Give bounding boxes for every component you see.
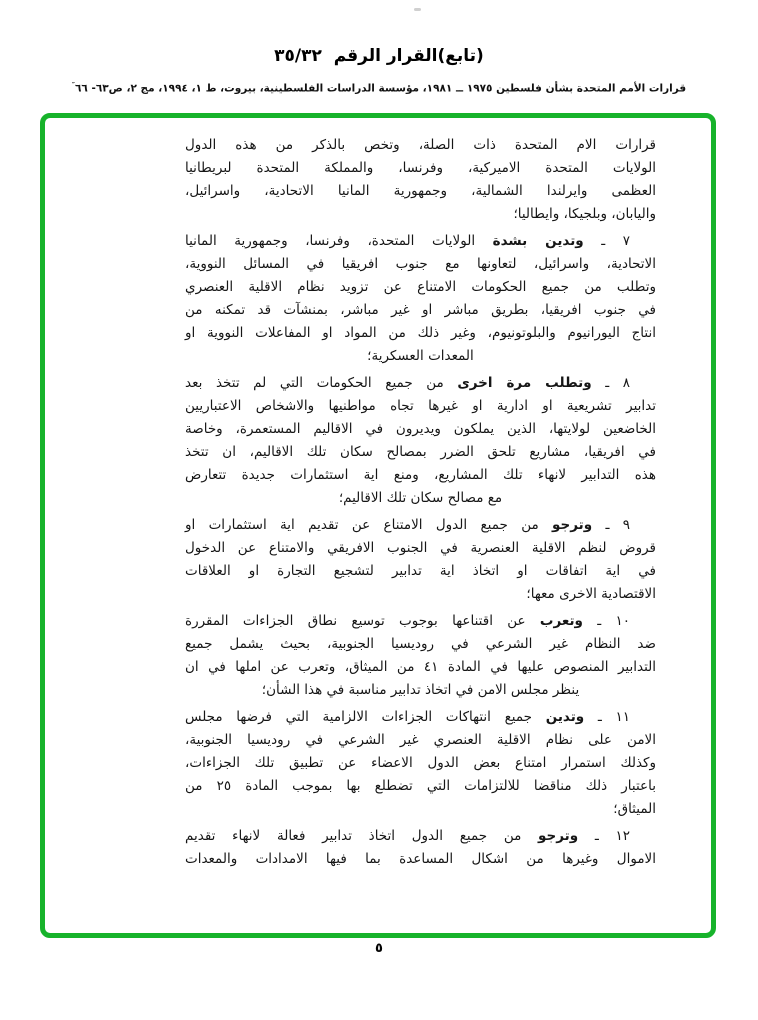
bold-lead-word: وترجو bbox=[538, 828, 579, 844]
text-segment: وتطلب من جميع الحكومات الامتناع عن تزويد نظام الاقلية العنصري bbox=[185, 279, 656, 295]
text-segment: من جميع الدول الامتناع عن تقديم اية استثمارات او bbox=[185, 517, 553, 533]
text-segment: باعتبار ذلك مناقضا للالتزامات التي تضطلع بها بموجب المادة ٢٥ من bbox=[185, 778, 656, 794]
text-segment: هذه التدابير لانهاء تلك المشاريع، ومنع اية استثمارات جديدة تتعارض bbox=[185, 467, 656, 483]
text-line bbox=[185, 345, 656, 368]
page-number: ٥ bbox=[375, 941, 383, 956]
text-line bbox=[185, 395, 656, 418]
text-line bbox=[185, 656, 656, 679]
bold-lead-word: وتدين بشدة bbox=[492, 233, 584, 249]
text-segment: عن اقتناعها بوجوب توسيع نطاق الجزاءات المقررة bbox=[185, 613, 540, 629]
text-segment: ينظر مجلس الامن في اتخاذ تدابير مناسبة في هذا الشأن؛ bbox=[261, 682, 580, 698]
text-segment: جميع انتهاكات الجزاءات الالزامية التي فرضها مجلس bbox=[185, 709, 546, 725]
text-segment: واليابان، وبلجيكا، وايطاليا؛ bbox=[513, 206, 656, 222]
resolution-title: (تابع)القرار الرقم ٣٥/٣٢ bbox=[274, 46, 484, 66]
text-line bbox=[185, 825, 656, 848]
text-line bbox=[185, 487, 656, 510]
text-segment: الاموال وغيرها من اشكال المساعدة بما فيها الامدادات والمعدات bbox=[185, 851, 656, 867]
text-line bbox=[185, 441, 656, 464]
text-line bbox=[185, 775, 656, 798]
text-segment: ٨ ـ bbox=[591, 375, 630, 391]
text-line bbox=[185, 514, 656, 537]
text-line bbox=[185, 230, 656, 253]
text-line bbox=[185, 299, 656, 322]
text-segment: ٩ ـ bbox=[592, 517, 630, 533]
text-segment: قرارات الام المتحدة ذات الصلة، وتخص بالذكر من هذه الدول bbox=[185, 137, 656, 153]
text-line bbox=[185, 633, 656, 656]
text-segment: ١٢ ـ bbox=[578, 828, 630, 844]
text-segment: تدابير تشريعية او ادارية او غيرها تجاه مواطنيها والاشخاص الاعتباريين bbox=[185, 398, 656, 414]
scan-artifact-dot bbox=[414, 8, 421, 11]
paragraph bbox=[185, 372, 656, 510]
text-segment: التدابير المنصوص عليها في المادة ٤١ من الميثاق، وتعرب عن املها في ان bbox=[185, 659, 657, 675]
bold-lead-word: وتطلب مرة اخرى bbox=[457, 375, 592, 391]
text-line bbox=[185, 848, 656, 871]
text-segment: في افريقيا، مشاريع تلحق الضرر بمصالح سكان تلك الاقاليم، ان تتخذ bbox=[185, 444, 656, 460]
text-line bbox=[185, 372, 656, 395]
paragraph bbox=[185, 610, 656, 702]
text-segment: الاقتصادية الاخرى معها؛ bbox=[526, 586, 656, 602]
text-line bbox=[185, 464, 656, 487]
text-line bbox=[185, 276, 656, 299]
text-line bbox=[185, 537, 656, 560]
text-line bbox=[185, 253, 656, 276]
text-segment: ٧ ـ bbox=[583, 233, 630, 249]
text-segment: من جميع الدول اتخاذ تدابير فعالة لانهاء تقديم bbox=[185, 828, 539, 844]
paragraph bbox=[185, 706, 656, 821]
text-segment: ضد النظام غير الشرعي في روديسيا الجنوبية، بحيث يشمل جميع bbox=[185, 636, 656, 652]
text-line bbox=[185, 180, 656, 203]
text-segment: من جميع الحكومات التي لم تتخذ بعد bbox=[185, 375, 458, 391]
text-line bbox=[185, 679, 656, 702]
text-line bbox=[185, 729, 656, 752]
text-line bbox=[185, 560, 656, 583]
text-line bbox=[185, 798, 656, 821]
text-line bbox=[185, 706, 656, 729]
text-segment: مع مصالح سكان تلك الاقاليم؛ bbox=[338, 490, 503, 506]
text-line bbox=[185, 583, 656, 606]
text-segment: الميثاق؛ bbox=[613, 801, 656, 817]
paragraph bbox=[185, 825, 656, 871]
text-segment: العظمى وايرلندا الشمالية، وجمهورية المانيا الاتحادية، واسرائيل، bbox=[185, 183, 656, 199]
green-highlight-border bbox=[40, 113, 716, 938]
text-segment: قروض لنظم الاقلية العنصرية في الجنوب الافريقي والامتناع عن الدخول bbox=[185, 540, 656, 556]
text-line bbox=[185, 752, 656, 775]
text-segment: وكذلك استمرار امتناع بعض الدول الاعضاء عن تطبيق تلك الجزاءات، bbox=[185, 755, 656, 771]
document-body bbox=[185, 134, 656, 875]
text-segment: في جنوب افريقيا، بطريق مباشر او غير مباشر، بمنشآت قد تمكنه من bbox=[185, 302, 656, 318]
text-segment: ١٠ ـ bbox=[582, 613, 630, 629]
text-line bbox=[185, 203, 656, 226]
paragraph bbox=[185, 514, 656, 606]
source-citation-text: قرارات الأمم المتحدة بشأن فلسطين ١٩٧٥ ــ ١٩٨١، مؤسسة الدراسات الفلسطينية، بيروت، ط ١، ١٩٩٤، مج ٢، ص٦٣- ٦٦ bbox=[75, 82, 687, 95]
text-segment: الاتحادية، واسرائيل، لتعاونها مع جنوب افريقيا في المسائل النووية، bbox=[185, 256, 656, 272]
text-segment: انتاج اليورانيوم والبلوتونيوم، وغير ذلك من المواد او المفاعلات النووية او bbox=[185, 325, 656, 341]
text-line bbox=[185, 610, 656, 633]
text-line bbox=[185, 418, 656, 441]
bold-lead-word: وتدين bbox=[545, 709, 585, 725]
paragraph bbox=[185, 134, 656, 226]
text-segment: ١١ ـ bbox=[584, 709, 630, 725]
text-segment: في اية اتفاقات او اتخاذ اية تدابير لتشجيع التجارة او العلاقات bbox=[185, 563, 656, 579]
paragraph bbox=[185, 230, 656, 368]
bold-lead-word: وترجو bbox=[552, 517, 593, 533]
text-segment: الولايات المتحدة، وفرنسا، وجمهورية المانيا bbox=[185, 233, 493, 249]
text-line bbox=[185, 134, 656, 157]
citation-footnote-mark: ″ bbox=[71, 81, 75, 89]
text-segment: المعدات العسكرية؛ bbox=[367, 348, 474, 364]
text-line bbox=[185, 157, 656, 180]
bold-lead-word: وتعرب bbox=[539, 613, 583, 629]
text-segment: الولايات المتحدة الاميركية، وفرنسا، والمملكة المتحدة لبريطانيا bbox=[185, 160, 656, 176]
text-line bbox=[185, 322, 656, 345]
text-segment: الامن على نظام الاقلية العنصري غير الشرعي في روديسيا الجنوبية، bbox=[185, 732, 656, 748]
source-citation bbox=[0, 81, 758, 95]
text-segment: الخاضعين لولايتها، الذين يملكون ويديرون في الاقاليم المستعمرة، وخاصة bbox=[185, 421, 656, 437]
